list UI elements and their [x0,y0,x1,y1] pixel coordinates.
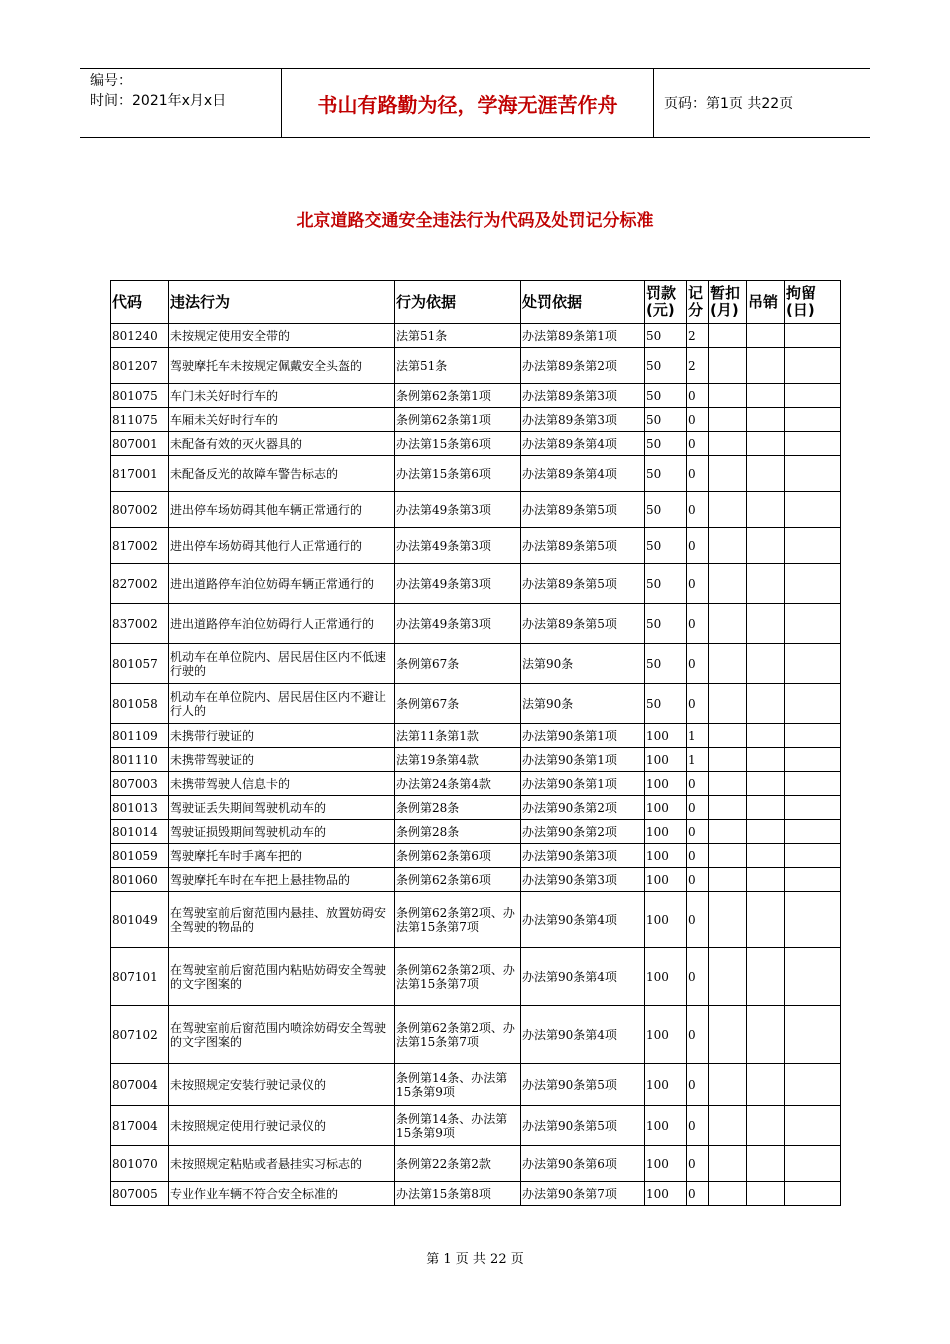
cell-suspension [709,1064,747,1106]
cell-detention [785,772,841,796]
cell-fine: 100 [645,724,687,748]
cell-penalty-basis: 办法第90条第4项 [521,892,645,948]
cell-penalty-basis: 办法第90条第2项 [521,796,645,820]
cell-detention [785,948,841,1006]
page-footer: 第 1 页 共 22 页 [426,1252,524,1267]
cell-behavior-basis: 办法第15条第6项 [395,432,521,456]
cell-behavior-basis: 办法第24条第4款 [395,772,521,796]
table-row [111,844,841,868]
table-row [111,564,841,604]
cell-fine: 100 [645,948,687,1006]
cell-detention [785,384,841,408]
cell-revocation [747,844,785,868]
cell-points: 0 [687,604,709,644]
cell-code: 807001 [111,432,169,456]
cell-violation: 进出道路停车泊位妨碍车辆正常通行的 [169,564,395,604]
cell-fine: 100 [645,772,687,796]
cell-suspension [709,820,747,844]
cell-points: 0 [687,1146,709,1182]
document-number-label: 编号： [90,73,132,89]
cell-fine: 100 [645,748,687,772]
cell-revocation [747,1182,785,1206]
cell-penalty-basis: 办法第89条第5项 [521,528,645,564]
table-row [111,724,841,748]
cell-code: 817002 [111,528,169,564]
cell-suspension [709,1006,747,1064]
cell-points: 1 [687,748,709,772]
cell-code: 807005 [111,1182,169,1206]
cell-suspension [709,748,747,772]
cell-behavior-basis: 条例第62条第1项 [395,408,521,432]
cell-revocation [747,820,785,844]
cell-fine: 50 [645,348,687,384]
cell-behavior-basis: 办法第49条第3项 [395,528,521,564]
cell-detention [785,1006,841,1064]
cell-fine: 50 [645,432,687,456]
cell-suspension [709,684,747,724]
cell-points: 0 [687,820,709,844]
cell-penalty-basis: 办法第90条第1项 [521,724,645,748]
cell-fine: 100 [645,1064,687,1106]
cell-detention [785,492,841,528]
cell-violation: 未按照规定使用行驶记录仪的 [169,1106,395,1146]
cell-points: 0 [687,644,709,684]
cell-revocation [747,868,785,892]
cell-fine: 100 [645,796,687,820]
cell-suspension [709,432,747,456]
cell-points: 0 [687,1064,709,1106]
cell-revocation [747,724,785,748]
cell-points: 1 [687,724,709,748]
cell-fine: 100 [645,1146,687,1182]
cell-revocation [747,408,785,432]
cell-penalty-basis: 办法第90条第1项 [521,748,645,772]
cell-revocation [747,748,785,772]
table-body [111,324,841,1206]
cell-suspension [709,948,747,1006]
cell-detention [785,796,841,820]
cell-revocation [747,1064,785,1106]
table-row [111,1146,841,1182]
cell-fine: 50 [645,408,687,432]
table-row [111,892,841,948]
cell-detention [785,820,841,844]
cell-violation: 车门未关好时行车的 [169,384,395,408]
document-date: 时间：2021年x月x日 [90,93,227,109]
header-page-info: 页码：第1页 共22页 [664,96,794,112]
table-row [111,1182,841,1206]
cell-suspension [709,644,747,684]
table-header-row [111,281,841,324]
table-row [111,868,841,892]
cell-suspension [709,408,747,432]
cell-detention [785,748,841,772]
cell-revocation [747,604,785,644]
cell-revocation [747,528,785,564]
cell-behavior-basis: 条例第28条 [395,820,521,844]
cell-fine: 50 [645,564,687,604]
cell-code: 801060 [111,868,169,892]
cell-code: 801014 [111,820,169,844]
cell-behavior-basis: 办法第49条第3项 [395,564,521,604]
table-row [111,348,841,384]
cell-suspension [709,868,747,892]
cell-points: 0 [687,492,709,528]
cell-code: 827002 [111,564,169,604]
cell-violation: 驾驶证丢失期间驾驶机动车的 [169,796,395,820]
cell-code: 801070 [111,1146,169,1182]
cell-suspension [709,456,747,492]
cell-detention [785,892,841,948]
cell-points: 0 [687,772,709,796]
cell-fine: 50 [645,684,687,724]
column-header-points: 记分 [687,281,709,324]
cell-detention [785,348,841,384]
cell-fine: 100 [645,868,687,892]
cell-penalty-basis: 办法第90条第3项 [521,868,645,892]
column-header-behavior-basis: 行为依据 [395,281,521,324]
cell-violation: 驾驶摩托车时手离车把的 [169,844,395,868]
cell-suspension [709,772,747,796]
cell-penalty-basis: 办法第90条第7项 [521,1182,645,1206]
cell-detention [785,724,841,748]
cell-fine: 50 [645,604,687,644]
cell-violation: 驾驶证损毁期间驾驶机动车的 [169,820,395,844]
cell-points: 0 [687,844,709,868]
cell-detention [785,1106,841,1146]
cell-points: 0 [687,528,709,564]
cell-points: 0 [687,796,709,820]
cell-points: 0 [687,948,709,1006]
table-row [111,324,841,348]
cell-violation: 在驾驶室前后窗范围内悬挂、放置妨碍安全驾驶的物品的 [169,892,395,948]
cell-revocation [747,324,785,348]
cell-code: 811075 [111,408,169,432]
cell-code: 817001 [111,456,169,492]
document-title: 北京道路交通安全违法行为代码及处罚记分标准 [296,211,654,231]
cell-code: 807101 [111,948,169,1006]
cell-points: 0 [687,432,709,456]
cell-violation: 车厢未关好时行车的 [169,408,395,432]
cell-fine: 100 [645,1106,687,1146]
cell-points: 0 [687,1182,709,1206]
cell-suspension [709,348,747,384]
table-row [111,492,841,528]
cell-detention [785,644,841,684]
cell-code: 807003 [111,772,169,796]
cell-suspension [709,384,747,408]
cell-penalty-basis: 办法第89条第5项 [521,604,645,644]
cell-penalty-basis: 办法第90条第4项 [521,1006,645,1064]
cell-detention [785,604,841,644]
cell-code: 801049 [111,892,169,948]
cell-behavior-basis: 法第11条第1款 [395,724,521,748]
table-row [111,1006,841,1064]
cell-revocation [747,772,785,796]
cell-code: 801057 [111,644,169,684]
cell-detention [785,408,841,432]
cell-detention [785,456,841,492]
cell-detention [785,844,841,868]
table-row [111,432,841,456]
column-header-penalty-basis: 处罚依据 [521,281,645,324]
cell-detention [785,432,841,456]
cell-fine: 100 [645,820,687,844]
cell-behavior-basis: 条例第22条第2款 [395,1146,521,1182]
column-header-suspension: 暂扣(月) [709,281,747,324]
cell-behavior-basis: 条例第67条 [395,684,521,724]
cell-suspension [709,892,747,948]
cell-penalty-basis: 法第90条 [521,644,645,684]
cell-code: 807002 [111,492,169,528]
cell-behavior-basis: 法第51条 [395,324,521,348]
table-row [111,820,841,844]
cell-detention [785,1182,841,1206]
cell-violation: 未携带驾驶证的 [169,748,395,772]
cell-code: 801058 [111,684,169,724]
cell-fine: 50 [645,492,687,528]
cell-behavior-basis: 条例第62条第6项 [395,844,521,868]
cell-penalty-basis: 办法第90条第5项 [521,1064,645,1106]
header-motto: 书山有路勤为径，学海无涯苦作舟 [282,69,654,137]
cell-points: 2 [687,324,709,348]
cell-fine: 50 [645,528,687,564]
cell-points: 0 [687,1006,709,1064]
cell-violation: 驾驶摩托车未按规定佩戴安全头盔的 [169,348,395,384]
cell-violation: 未携带行驶证的 [169,724,395,748]
column-header-violation: 违法行为 [169,281,395,324]
table-row [111,684,841,724]
cell-penalty-basis: 办法第89条第5项 [521,564,645,604]
cell-penalty-basis: 办法第89条第3项 [521,384,645,408]
cell-penalty-basis: 办法第89条第4项 [521,456,645,492]
cell-behavior-basis: 办法第15条第6项 [395,456,521,492]
cell-detention [785,324,841,348]
cell-violation: 进出停车场妨碍其他车辆正常通行的 [169,492,395,528]
cell-suspension [709,724,747,748]
cell-revocation [747,492,785,528]
cell-behavior-basis: 办法第15条第8项 [395,1182,521,1206]
cell-detention [785,564,841,604]
cell-revocation [747,456,785,492]
cell-code: 801207 [111,348,169,384]
cell-violation: 未携带驾驶人信息卡的 [169,772,395,796]
table-row [111,948,841,1006]
cell-points: 0 [687,892,709,948]
cell-violation: 未配备反光的故障车警告标志的 [169,456,395,492]
table-row [111,796,841,820]
cell-revocation [747,892,785,948]
cell-violation: 进出停车场妨碍其他行人正常通行的 [169,528,395,564]
cell-violation: 机动车在单位院内、居民居住区内不避让行人的 [169,684,395,724]
cell-detention [785,1146,841,1182]
cell-revocation [747,948,785,1006]
cell-behavior-basis: 条例第14条、办法第15条第9项 [395,1106,521,1146]
cell-points: 0 [687,456,709,492]
page-header [80,68,870,138]
table-row [111,604,841,644]
cell-code: 801075 [111,384,169,408]
table-row [111,772,841,796]
cell-penalty-basis: 办法第89条第3项 [521,408,645,432]
table-row [111,1064,841,1106]
cell-behavior-basis: 办法第49条第3项 [395,492,521,528]
cell-detention [785,1064,841,1106]
cell-fine: 50 [645,456,687,492]
cell-code: 807004 [111,1064,169,1106]
cell-code: 807102 [111,1006,169,1064]
cell-fine: 50 [645,644,687,684]
cell-penalty-basis: 办法第89条第1项 [521,324,645,348]
cell-violation: 机动车在单位院内、居民居住区内不低速行驶的 [169,644,395,684]
cell-violation: 在驾驶室前后窗范围内粘贴妨碍安全驾驶的文字图案的 [169,948,395,1006]
cell-revocation [747,564,785,604]
header-meta [80,69,282,137]
cell-revocation [747,432,785,456]
table-row [111,408,841,432]
cell-behavior-basis: 法第19条第4款 [395,748,521,772]
cell-suspension [709,528,747,564]
cell-revocation [747,348,785,384]
cell-points: 0 [687,384,709,408]
cell-penalty-basis: 办法第89条第2项 [521,348,645,384]
cell-code: 801059 [111,844,169,868]
cell-fine: 100 [645,1006,687,1064]
violation-table [110,280,841,1206]
cell-revocation [747,1146,785,1182]
cell-penalty-basis: 办法第90条第4项 [521,948,645,1006]
cell-behavior-basis: 条例第62条第2项、办法第15条第7项 [395,948,521,1006]
cell-violation: 在驾驶室前后窗范围内喷涂妨碍安全驾驶的文字图案的 [169,1006,395,1064]
table-row [111,528,841,564]
cell-penalty-basis: 办法第90条第2项 [521,820,645,844]
cell-behavior-basis: 法第51条 [395,348,521,384]
cell-behavior-basis: 条例第62条第1项 [395,384,521,408]
cell-revocation [747,1106,785,1146]
cell-penalty-basis: 办法第90条第3项 [521,844,645,868]
cell-behavior-basis: 条例第28条 [395,796,521,820]
cell-fine: 50 [645,384,687,408]
cell-detention [785,684,841,724]
cell-points: 0 [687,1106,709,1146]
column-header-detention: 拘留(日) [785,281,841,324]
cell-fine: 50 [645,324,687,348]
table-row [111,748,841,772]
cell-points: 0 [687,868,709,892]
cell-violation: 未按照规定粘贴或者悬挂实习标志的 [169,1146,395,1182]
cell-detention [785,528,841,564]
column-header-code: 代码 [111,281,169,324]
cell-penalty-basis: 办法第89条第5项 [521,492,645,528]
cell-points: 2 [687,348,709,384]
cell-fine: 100 [645,844,687,868]
cell-revocation [747,644,785,684]
cell-violation: 未配备有效的灭火器具的 [169,432,395,456]
cell-fine: 100 [645,892,687,948]
cell-penalty-basis: 办法第90条第6项 [521,1146,645,1182]
table-row [111,1106,841,1146]
table-row [111,644,841,684]
cell-violation: 驾驶摩托车时在车把上悬挂物品的 [169,868,395,892]
cell-code: 837002 [111,604,169,644]
cell-code: 801110 [111,748,169,772]
cell-code: 801013 [111,796,169,820]
cell-code: 801109 [111,724,169,748]
cell-behavior-basis: 条例第62条第2项、办法第15条第7项 [395,1006,521,1064]
cell-fine: 100 [645,1182,687,1206]
cell-suspension [709,324,747,348]
cell-violation: 专业作业车辆不符合安全标准的 [169,1182,395,1206]
cell-revocation [747,796,785,820]
cell-suspension [709,564,747,604]
cell-suspension [709,844,747,868]
cell-revocation [747,1006,785,1064]
cell-behavior-basis: 办法第49条第3项 [395,604,521,644]
cell-behavior-basis: 条例第67条 [395,644,521,684]
cell-penalty-basis: 办法第89条第4项 [521,432,645,456]
cell-points: 0 [687,684,709,724]
table-row [111,384,841,408]
cell-behavior-basis: 条例第62条第6项 [395,868,521,892]
cell-suspension [709,604,747,644]
cell-behavior-basis: 条例第62条第2项、办法第15条第7项 [395,892,521,948]
cell-detention [785,868,841,892]
table-row [111,456,841,492]
cell-suspension [709,1146,747,1182]
cell-points: 0 [687,564,709,604]
cell-code: 801240 [111,324,169,348]
cell-behavior-basis: 条例第14条、办法第15条第9项 [395,1064,521,1106]
cell-revocation [747,684,785,724]
column-header-fine: 罚款(元) [645,281,687,324]
column-header-revocation: 吊销 [747,281,785,324]
cell-revocation [747,384,785,408]
cell-violation: 进出道路停车泊位妨碍行人正常通行的 [169,604,395,644]
cell-penalty-basis: 办法第90条第1项 [521,772,645,796]
cell-violation: 未按规定使用安全带的 [169,324,395,348]
cell-penalty-basis: 法第90条 [521,684,645,724]
cell-code: 817004 [111,1106,169,1146]
cell-suspension [709,1182,747,1206]
cell-suspension [709,492,747,528]
cell-violation: 未按照规定安装行驶记录仪的 [169,1064,395,1106]
cell-suspension [709,796,747,820]
cell-penalty-basis: 办法第90条第5项 [521,1106,645,1146]
cell-points: 0 [687,408,709,432]
cell-suspension [709,1106,747,1146]
